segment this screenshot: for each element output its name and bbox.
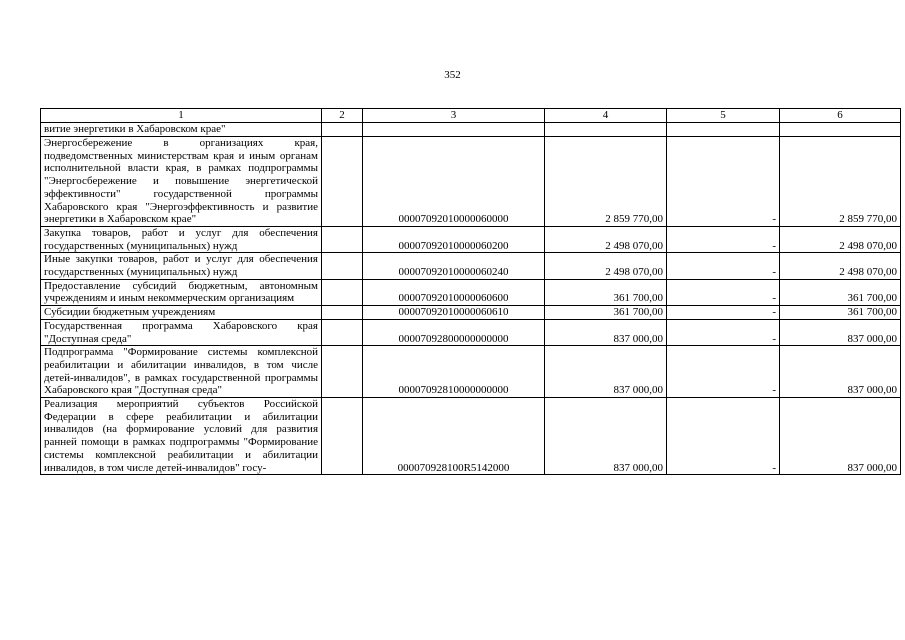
row-code: 00007092010000060600 xyxy=(363,279,545,305)
table-row xyxy=(41,226,901,252)
row-col2 xyxy=(322,137,363,227)
row-description: Иные закупки товаров, работ и услуг для обеспечения государственных (муниципальных) нужд xyxy=(41,253,322,279)
row-value-6: 837 000,00 xyxy=(780,398,901,475)
row-description: Подпрограмма "Формирование системы комплексной реабилитации и абилитации инвалидов, в том числе детей-инвалидов", в рамках государственной программы Хабаровского края "Доступная среда" xyxy=(41,346,322,398)
row-code xyxy=(363,123,545,137)
row-value-6: 361 700,00 xyxy=(780,279,901,305)
table-row xyxy=(41,398,901,475)
row-value-5: - xyxy=(667,253,780,279)
row-code: 00007092010000060610 xyxy=(363,306,545,320)
row-value-4: 361 700,00 xyxy=(545,279,667,305)
row-code: 00007092010000060000 xyxy=(363,137,545,227)
row-value-5: - xyxy=(667,279,780,305)
row-value-5: - xyxy=(667,319,780,345)
row-value-4: 837 000,00 xyxy=(545,398,667,475)
row-code: 00007092810000000000 xyxy=(363,346,545,398)
column-header: 1 xyxy=(41,109,322,123)
row-description: Субсидии бюджетным учреждениям xyxy=(41,306,322,320)
row-code: 00007092010000060240 xyxy=(363,253,545,279)
row-description: витие энергетики в Хабаровском крае" xyxy=(41,123,322,137)
row-code: 000070928100R5142000 xyxy=(363,398,545,475)
row-description: Закупка товаров, работ и услуг для обеспечения государственных (муниципальных) нужд xyxy=(41,226,322,252)
row-value-5: - xyxy=(667,226,780,252)
row-code: 00007092800000000000 xyxy=(363,319,545,345)
table-row xyxy=(41,279,901,305)
row-value-4: 2 859 770,00 xyxy=(545,137,667,227)
row-value-6: 2 859 770,00 xyxy=(780,137,901,227)
row-value-4: 837 000,00 xyxy=(545,319,667,345)
row-value-6: 837 000,00 xyxy=(780,319,901,345)
row-value-5: - xyxy=(667,306,780,320)
row-value-5: - xyxy=(667,137,780,227)
table-header-row xyxy=(41,109,901,123)
row-value-4: 361 700,00 xyxy=(545,306,667,320)
row-col2 xyxy=(322,279,363,305)
row-col2 xyxy=(322,253,363,279)
row-value-5: - xyxy=(667,398,780,475)
column-header: 5 xyxy=(667,109,780,123)
row-value-5 xyxy=(667,123,780,137)
row-col2 xyxy=(322,346,363,398)
row-value-4: 2 498 070,00 xyxy=(545,226,667,252)
column-header: 2 xyxy=(322,109,363,123)
column-header: 6 xyxy=(780,109,901,123)
row-description: Энергосбережение в организациях края, подведомственных министерствам края и иным органам исполнительной власти края, в рамках подпрограммы "Энергосбережение и повышение энергетической эффективности" государственной программы Хабаровского края "Энергоэффективность и развитие энергетики в Хабаровском крае" xyxy=(41,137,322,227)
row-value-5: - xyxy=(667,346,780,398)
row-value-6: 2 498 070,00 xyxy=(780,253,901,279)
column-header: 3 xyxy=(363,109,545,123)
row-value-6 xyxy=(780,123,901,137)
row-description: Реализация мероприятий субъектов Российской Федерации в сфере реабилитации и абилитации инвалидов (на формирование условий для развития ранней помощи в рамках подпрограммы "Формирование системы комплексной реабилитации и абилитации инвалидов, в том числе детей-инвалидов" госу- xyxy=(41,398,322,475)
table-row xyxy=(41,319,901,345)
page-number: 352 xyxy=(444,69,461,81)
table-row xyxy=(41,123,901,137)
row-col2 xyxy=(322,123,363,137)
table-row xyxy=(41,253,901,279)
row-description: Государственная программа Хабаровского края "Доступная среда" xyxy=(41,319,322,345)
table-row xyxy=(41,137,901,227)
row-col2 xyxy=(322,306,363,320)
row-code: 00007092010000060200 xyxy=(363,226,545,252)
budget-table xyxy=(40,108,901,475)
row-value-4: 837 000,00 xyxy=(545,346,667,398)
row-col2 xyxy=(322,226,363,252)
row-description: Предоставление субсидий бюджетным, автономным учреждениям и иным некоммерческим организациям xyxy=(41,279,322,305)
table-row xyxy=(41,346,901,398)
row-col2 xyxy=(322,398,363,475)
row-col2 xyxy=(322,319,363,345)
row-value-6: 837 000,00 xyxy=(780,346,901,398)
row-value-4 xyxy=(545,123,667,137)
table-row xyxy=(41,306,901,320)
row-value-4: 2 498 070,00 xyxy=(545,253,667,279)
column-header: 4 xyxy=(545,109,667,123)
row-value-6: 361 700,00 xyxy=(780,306,901,320)
row-value-6: 2 498 070,00 xyxy=(780,226,901,252)
